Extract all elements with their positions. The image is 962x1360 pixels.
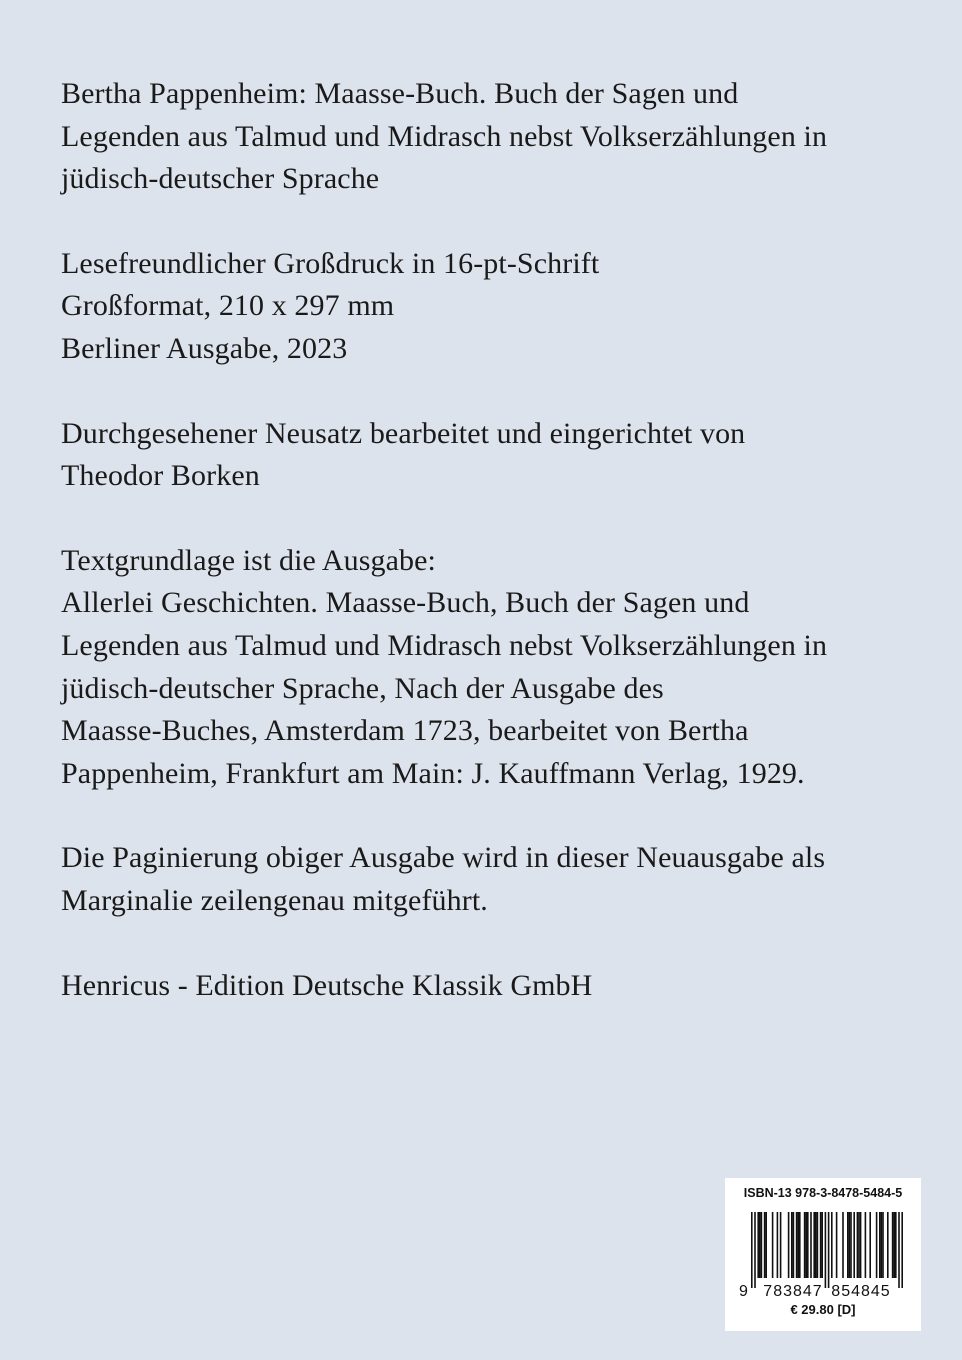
barcode-bar — [807, 1212, 809, 1278]
isbn-number: ISBN-13 978-3-8478-5484-5 — [743, 1186, 903, 1200]
barcode-bar — [853, 1212, 855, 1278]
barcode-bar — [849, 1212, 851, 1278]
barcode-bar — [865, 1212, 867, 1278]
text-line: Legenden aus Talmud und Midrasch nebst Volkserzählungen in — [61, 628, 828, 662]
text-line: Die Paginierung obiger Ausgabe wird in dieser Neuausgabe als — [61, 841, 826, 875]
barcode-bar — [858, 1212, 860, 1278]
text-line: Pappenheim, Frankfurt am Main: J. Kauffmann Verlag, 1929. — [61, 756, 805, 790]
barcode-bar — [869, 1212, 871, 1278]
barcode-bar — [820, 1212, 822, 1278]
paragraph-pagination — [61, 837, 921, 922]
text-line: Durchgesehener Neusatz bearbeitet und eingerichtet von — [61, 416, 746, 450]
barcode-bar — [772, 1212, 774, 1278]
barcode-bar — [836, 1212, 838, 1278]
text-line: Maasse-Buches, Amsterdam 1723, bearbeitet von Bertha — [61, 714, 749, 748]
price-label: € 29.80 [D] — [790, 1302, 856, 1317]
paragraph-editor — [61, 413, 921, 498]
text-line: Theodor Borken — [61, 459, 260, 493]
barcode-bar — [860, 1212, 862, 1278]
barcode-guard-bar — [898, 1212, 900, 1288]
barcode-bar — [893, 1212, 895, 1278]
barcode-bar — [831, 1212, 833, 1278]
barcode-bar — [797, 1212, 799, 1278]
barcode-bar — [796, 1212, 798, 1278]
barcode-bar — [765, 1212, 767, 1278]
barcode-digit-first: 9 — [739, 1283, 748, 1298]
barcode-bar — [761, 1212, 763, 1278]
text-line: Bertha Pappenheim: Maasse-Buch. Buch der Sagen und — [61, 77, 739, 110]
paragraph-title — [61, 73, 921, 201]
barcode-bar — [788, 1212, 790, 1278]
barcode-bar — [892, 1212, 894, 1278]
text-line: Textgrundlage ist die Ausgabe: — [61, 543, 436, 577]
barcode-bar — [815, 1212, 817, 1278]
barcode-bar — [847, 1212, 849, 1278]
colophon-text — [61, 73, 921, 1049]
publisher-name: Henricus - Edition Deutsche Klassik GmbH — [61, 968, 593, 1002]
text-line: Lesefreundlicher Großdruck in 16-pt-Schrift — [61, 246, 600, 280]
paragraph-publisher — [61, 965, 921, 1008]
barcode-label — [725, 1178, 921, 1331]
barcode-bar — [777, 1212, 779, 1278]
barcode-bar — [791, 1212, 793, 1278]
text-line: Marginalie zeilengenau mitgeführt. — [61, 883, 488, 917]
text-line: Allerlei Geschichten. Maasse-Buch, Buch der Sagen und — [61, 586, 750, 620]
paragraph-format — [61, 243, 921, 371]
barcode-bar — [810, 1212, 812, 1278]
text-line: jüdisch-deutscher Sprache, Nach der Ausgabe des — [61, 671, 664, 705]
barcode-digits-right: 854845 — [831, 1283, 891, 1298]
barcode-bar — [882, 1212, 884, 1278]
barcode-bar — [805, 1212, 807, 1278]
barcode-bar — [879, 1212, 881, 1278]
paragraph-source — [61, 540, 921, 796]
barcode-bar — [842, 1212, 844, 1278]
barcode-guard-bar — [901, 1212, 903, 1288]
barcode-bars — [751, 1212, 903, 1288]
text-line: Großformat, 210 x 297 mm — [61, 289, 395, 323]
barcode-bar — [887, 1212, 889, 1278]
barcode-bar — [759, 1212, 761, 1278]
barcode-guard-bar — [754, 1212, 756, 1288]
barcode-bar — [793, 1212, 795, 1278]
text-line: Legenden aus Talmud und Midrasch nebst Volkserzählungen in — [61, 119, 828, 153]
barcode-bar — [780, 1212, 782, 1278]
barcode-digits-left: 783847 — [763, 1283, 823, 1298]
barcode-bar — [895, 1212, 897, 1278]
barcode-bar — [799, 1212, 801, 1278]
barcode-guard-bar — [825, 1212, 827, 1288]
barcode-bar — [857, 1212, 859, 1278]
barcode-bar — [821, 1212, 823, 1278]
barcode-bar — [764, 1212, 766, 1278]
barcode-graphic — [737, 1212, 909, 1298]
text-line: Berliner Ausgabe, 2023 — [61, 331, 348, 365]
barcode-bar — [876, 1212, 878, 1278]
barcode-bar — [813, 1212, 815, 1278]
barcode-bar — [850, 1212, 852, 1278]
barcode-bar — [817, 1212, 819, 1278]
text-line: jüdisch-deutscher Sprache — [61, 162, 380, 196]
barcode-bar — [804, 1212, 806, 1278]
barcode-guard-bar — [828, 1212, 830, 1288]
barcode-bar — [881, 1212, 883, 1278]
barcode-guard-bar — [751, 1212, 753, 1288]
barcode-bar — [757, 1212, 759, 1278]
